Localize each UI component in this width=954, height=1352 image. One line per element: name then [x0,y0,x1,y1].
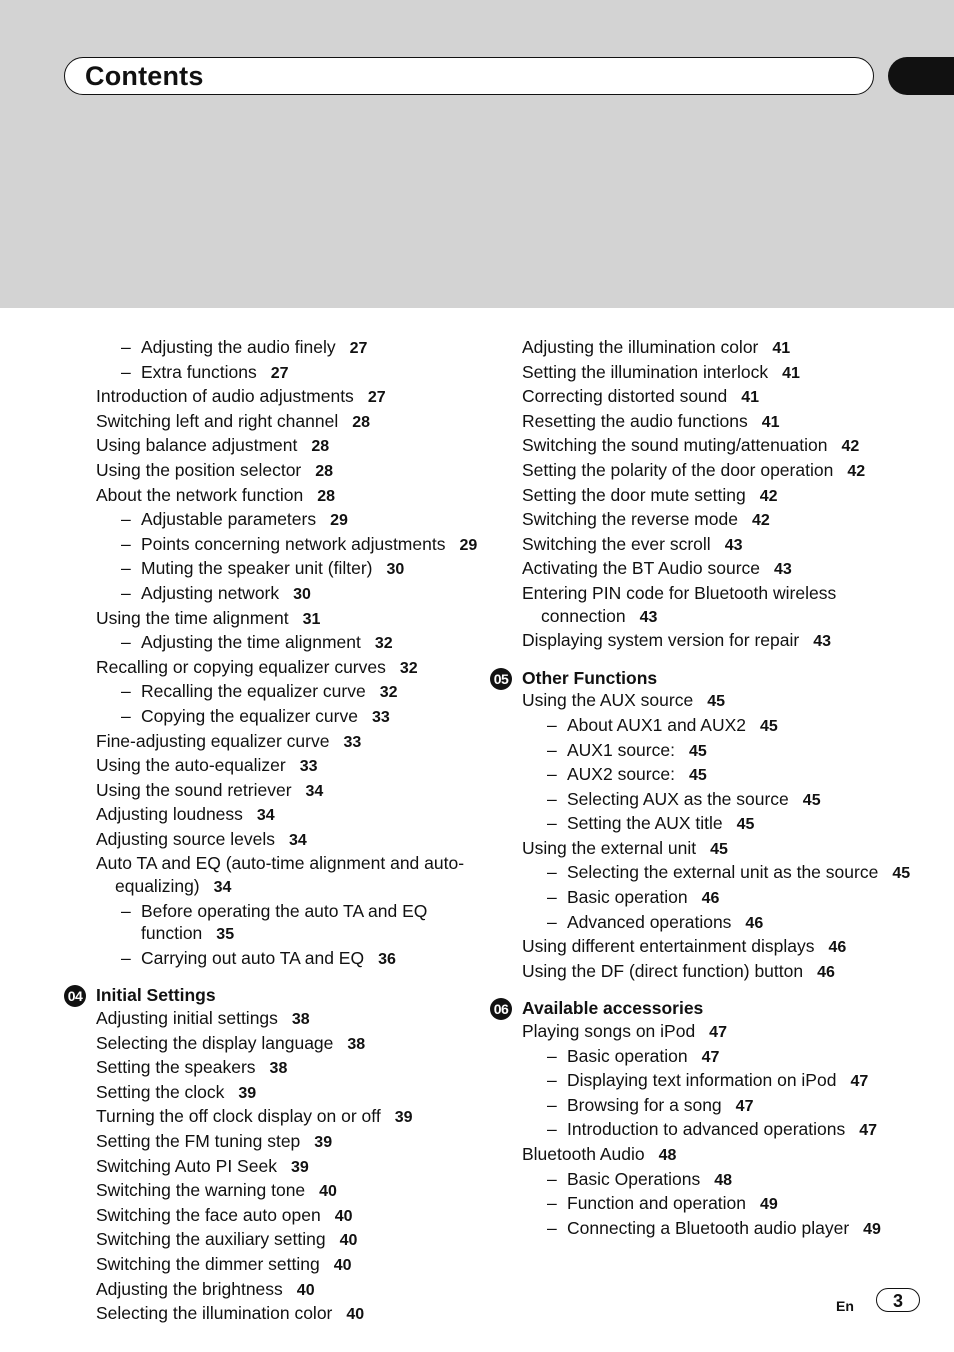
entry-text: Adjusting network [141,582,280,603]
entry-text: Switching the face auto open [96,1204,321,1225]
entry-text: Switching the auxiliary setting [96,1229,326,1250]
entry-text: Switching the ever scroll [522,533,711,554]
toc-subentry[interactable] [488,911,928,936]
dash-marker: – [121,900,131,921]
toc-entry[interactable] [62,1155,482,1180]
section-tab [888,57,954,95]
entry-page-number: 28 [317,487,336,505]
entry-text: Muting the speaker unit (filter) [141,558,373,579]
dash-marker: – [547,813,557,834]
entry-page-number: 40 [319,1183,337,1201]
entry-text: Selecting the illumination color [96,1303,333,1324]
entry-page-number: 40 [296,1281,315,1299]
dash-marker: – [121,947,131,968]
entry-page-number: 34 [305,782,324,800]
entry-text: Adjusting loudness [96,804,243,825]
entry-page-number: 28 [311,438,330,456]
entry-text: Using different entertainment displays [522,936,815,957]
toc-entry[interactable] [62,852,482,899]
entry-page-number: 45 [736,816,755,834]
dash-marker: – [547,1119,557,1140]
dash-marker: – [547,1168,557,1189]
entry-text: Adjusting source levels [96,828,275,849]
toc-entry[interactable] [488,1020,928,1045]
toc-entry[interactable] [488,557,928,582]
toc-entry[interactable] [488,385,928,410]
toc-entry[interactable] [488,1143,928,1168]
toc-entry[interactable] [62,484,482,509]
entry-page-number: 34 [288,831,307,849]
toc-subentry[interactable] [62,631,482,656]
entry-text: Adjusting the time alignment [141,632,361,653]
toc-subentry[interactable] [62,705,482,730]
section-number-badge: 06 [490,998,512,1020]
entry-text: Turning the off clock display on or off [96,1106,381,1127]
entry-page-number: 39 [238,1084,257,1102]
header-band [0,0,954,308]
toc-entry[interactable] [62,607,482,632]
entry-page-number: 35 [216,926,235,944]
toc-subentry[interactable] [488,861,928,886]
entry-text: Auto TA and EQ (auto-time alignment and auto-equalizing) [96,853,465,897]
toc-entry[interactable] [62,385,482,410]
entry-text: Extra functions [141,361,257,382]
toc-subentry[interactable] [488,1094,928,1119]
entry-text: Switching the dimmer setting [96,1253,320,1274]
entry-text: Switching left and right channel [96,410,339,431]
entry-page-number: 46 [701,890,720,908]
entry-text: Using the DF (direct function) button [522,960,804,981]
toc-entry[interactable] [488,582,928,629]
toc-entry[interactable] [62,1204,482,1229]
toc-subentry[interactable] [62,900,482,947]
entry-page-number: 43 [774,561,792,579]
toc-subentry[interactable] [488,714,928,739]
toc-entry[interactable] [62,410,482,435]
entry-text: Setting the speakers [96,1057,256,1078]
toc-subentry[interactable] [488,1192,928,1217]
entry-page-number: 46 [817,963,835,981]
entry-page-number: 29 [330,512,348,530]
dash-marker: – [121,681,131,702]
entry-page-number: 39 [290,1158,309,1176]
entry-page-number: 39 [314,1134,333,1151]
entry-page-number: 41 [741,389,760,407]
toc-entry[interactable] [62,1302,482,1327]
entry-text: Basic operation [567,1045,688,1066]
entry-text: Basic Operations [567,1168,701,1189]
toc-entry[interactable] [488,484,928,509]
toc-section-heading [488,997,928,1020]
entry-page-number: 46 [828,939,847,957]
toc-subentry[interactable] [62,508,482,533]
entry-text: Using the sound retriever [96,779,292,800]
entry-text: Adjusting the brightness [96,1278,283,1299]
entry-text: Activating the BT Audio source [522,558,761,579]
entry-page-number: 32 [399,659,418,677]
entry-text: Selecting the external unit as the source [567,862,879,883]
entry-text: Adjusting initial settings [96,1008,278,1029]
entry-text: Correcting distorted sound [522,386,728,407]
toc-subentry[interactable] [488,1118,928,1143]
toc-entry[interactable] [62,803,482,828]
entry-page-number: 32 [374,635,393,653]
entry-text: Selecting the display language [96,1032,334,1053]
entry-text: Displaying text information on iPod [567,1070,837,1091]
dash-marker: – [547,1094,557,1115]
entry-text: Copying the equalizer curve [141,705,358,726]
toc-section-heading [62,984,482,1007]
toc-entry[interactable] [488,508,928,533]
toc-right-column [488,336,928,1241]
toc-entry[interactable] [488,837,928,862]
entry-page-number: 45 [707,693,725,711]
dash-marker: – [121,337,131,357]
toc-subentry[interactable] [488,1045,928,1070]
toc-entry[interactable] [488,459,928,484]
toc-entry[interactable] [62,1032,482,1057]
toc-subentry[interactable] [62,582,482,607]
section-number-badge: 05 [490,668,512,690]
toc-entry[interactable] [62,656,482,681]
toc-subentry[interactable] [488,788,928,813]
section-title: Initial Settings [96,985,216,1006]
toc-entry[interactable] [62,1130,482,1155]
entry-text: About AUX1 and AUX2 [567,714,747,735]
entry-text: Connecting a Bluetooth audio player [567,1217,850,1238]
toc-subentry[interactable] [488,1168,928,1193]
toc-left-column [62,336,482,1327]
entry-text: Basic operation [567,887,688,908]
toc-subentry[interactable] [488,812,928,837]
entry-page-number: 49 [863,1220,881,1238]
toc-subentry[interactable] [62,557,482,582]
dash-marker: – [547,788,557,809]
entry-text: Recalling or copying equalizer curves [96,656,386,677]
entry-page-number: 41 [782,364,800,382]
toc-entry[interactable] [62,434,482,459]
toc-section-heading [488,667,928,690]
toc-entry[interactable] [62,828,482,853]
entry-page-number: 45 [710,840,728,858]
entry-page-number: 41 [772,340,791,357]
entry-page-number: 47 [709,1024,727,1042]
toc-entry[interactable] [488,533,928,558]
entry-text: AUX1 source: [567,739,675,760]
toc-subentry[interactable] [488,1217,928,1242]
toc-entry[interactable] [62,779,482,804]
entry-page-number: 40 [334,1207,353,1225]
dash-marker: – [121,533,131,554]
entry-text: Entering PIN code for Bluetooth wireless connection [522,582,837,626]
entry-page-number: 38 [347,1035,366,1053]
entry-text: Playing songs on iPod [522,1021,696,1042]
entry-page-number: 33 [343,733,362,751]
section-title: Available accessories [522,998,704,1019]
entry-page-number: 33 [371,708,390,726]
entry-page-number: 38 [269,1060,288,1078]
toc-entry[interactable] [62,730,482,755]
entry-page-number: 40 [346,1306,365,1324]
entry-page-number: 41 [761,413,780,431]
entry-text: Using the time alignment [96,607,289,628]
entry-page-number: 30 [386,561,405,579]
toc-entry[interactable] [62,1253,482,1278]
toc-entry[interactable] [488,361,928,386]
entry-page-number: 29 [459,536,478,554]
entry-page-number: 49 [760,1196,778,1214]
entry-page-number: 42 [847,462,866,480]
entry-text: Adjustable parameters [141,509,317,530]
entry-text: Function and operation [567,1193,747,1214]
entry-page-number: 31 [302,610,321,628]
entry-page-number: 47 [701,1048,720,1066]
entry-page-number: 43 [724,536,743,554]
entry-text: Points concerning network adjustments [141,533,446,554]
entry-text: Using the position selector [96,459,302,480]
toc-entry[interactable] [488,336,928,361]
entry-text: Using balance adjustment [96,435,298,456]
toc-subentry[interactable] [488,1069,928,1094]
entry-page-number: 40 [333,1256,352,1274]
toc-subentry[interactable] [488,763,928,788]
toc-entry[interactable] [488,689,928,714]
toc-entry[interactable] [62,1007,482,1032]
dash-marker: – [547,739,557,760]
entry-text: Switching Auto PI Seek [96,1155,277,1176]
dash-marker: – [121,361,131,382]
entry-page-number: 48 [714,1171,733,1189]
entry-text: Switching the warning tone [96,1180,306,1201]
entry-text: Before operating the auto TA and EQ function [141,900,428,944]
entry-text: Adjusting the illumination color [522,337,759,357]
title-box [64,57,874,95]
entry-text: Introduction to advanced operations [567,1119,846,1140]
toc-subentry[interactable] [62,947,482,972]
toc-entry[interactable] [62,1081,482,1106]
entry-text: Adjusting the audio finely [141,337,336,357]
dash-marker: – [547,714,557,735]
toc-entry[interactable] [62,459,482,484]
entry-page-number: 34 [213,879,232,897]
entry-text: Setting the illumination interlock [522,361,769,382]
entry-text: Switching the reverse mode [522,509,738,530]
entry-page-number: 28 [315,462,334,480]
entry-page-number: 34 [256,807,275,825]
entry-text: Using the auto-equalizer [96,755,286,776]
dash-marker: – [547,911,557,932]
toc-entry[interactable] [488,629,928,654]
entry-text: AUX2 source: [567,764,675,785]
toc-subentry[interactable] [62,361,482,386]
entry-page-number: 45 [892,865,911,883]
toc-entry[interactable] [62,1179,482,1204]
toc-subentry[interactable] [62,336,482,361]
dash-marker: – [121,582,131,603]
dash-marker: – [121,509,131,530]
entry-page-number: 46 [745,914,764,932]
entry-page-number: 48 [658,1147,677,1164]
dash-marker: – [547,1045,557,1066]
entry-text: Using the AUX source [522,690,694,711]
toc-entry[interactable] [62,754,482,779]
entry-text: Bluetooth Audio [522,1144,645,1164]
entry-text: Setting the AUX title [567,813,723,834]
toc-subentry[interactable] [488,886,928,911]
dash-marker: – [547,887,557,908]
entry-text: Fine-adjusting equalizer curve [96,730,330,751]
dash-marker: – [547,862,557,883]
toc-subentry[interactable] [62,680,482,705]
entry-text: Setting the FM tuning step [96,1131,301,1151]
entry-page-number: 39 [394,1109,413,1127]
dash-marker: – [547,1217,557,1238]
entry-page-number: 45 [688,767,707,785]
entry-page-number: 42 [759,487,778,505]
entry-page-number: 32 [379,684,398,702]
toc-entry[interactable] [488,410,928,435]
entry-text: Advanced operations [567,911,732,932]
dash-marker: – [547,764,557,785]
entry-page-number: 47 [859,1122,878,1140]
dash-marker: – [121,558,131,579]
dash-marker: – [121,705,131,726]
entry-page-number: 30 [293,585,311,603]
entry-text: Displaying system version for repair [522,630,800,651]
toc-entry[interactable] [488,935,928,960]
toc-entry[interactable] [62,1056,482,1081]
entry-page-number: 42 [751,512,770,530]
toc-entry[interactable] [488,960,928,985]
entry-text: Switching the sound muting/attenuation [522,435,828,456]
entry-page-number: 47 [735,1097,754,1115]
entry-page-number: 45 [802,791,821,809]
entry-text: Setting the door mute setting [522,484,746,505]
toc-entry[interactable] [62,1105,482,1130]
entry-text: Setting the polarity of the door operation [522,459,834,480]
entry-page-number: 33 [299,758,318,776]
entry-text: Carrying out auto TA and EQ [141,947,365,968]
section-number-badge: 04 [64,985,86,1007]
entry-text: Using the external unit [522,837,697,858]
entry-page-number: 45 [760,717,778,735]
entry-page-number: 45 [688,742,707,760]
dash-marker: – [121,632,131,653]
entry-page-number: 27 [367,389,386,407]
entry-page-number: 36 [378,950,396,968]
language-label: En [836,1298,854,1314]
entry-text: Setting the clock [96,1081,225,1102]
entry-page-number: 27 [270,364,289,382]
page-number: 3 [876,1288,920,1312]
entry-page-number: 28 [352,413,371,431]
entry-page-number: 43 [639,608,658,626]
section-title: Other Functions [522,667,658,688]
toc-subentry[interactable] [62,533,482,558]
toc-entry[interactable] [62,1278,482,1303]
entry-page-number: 38 [291,1011,310,1029]
entry-page-number: 42 [841,438,860,456]
page-title: Contents [85,61,204,91]
entry-page-number: 27 [349,340,368,357]
entry-text: Selecting AUX as the source [567,788,789,809]
toc-entry[interactable] [62,1228,482,1253]
toc-subentry[interactable] [488,739,928,764]
entry-text: About the network function [96,484,304,505]
entry-page-number: 47 [850,1073,869,1091]
entry-text: Resetting the audio functions [522,410,748,431]
entry-page-number: 43 [813,633,831,651]
dash-marker: – [547,1070,557,1091]
toc-entry[interactable] [488,434,928,459]
entry-text: Introduction of audio adjustments [96,386,354,407]
entry-text: Recalling the equalizer curve [141,681,366,702]
entry-text: Browsing for a song [567,1094,722,1115]
entry-page-number: 40 [339,1232,358,1250]
dash-marker: – [547,1193,557,1214]
